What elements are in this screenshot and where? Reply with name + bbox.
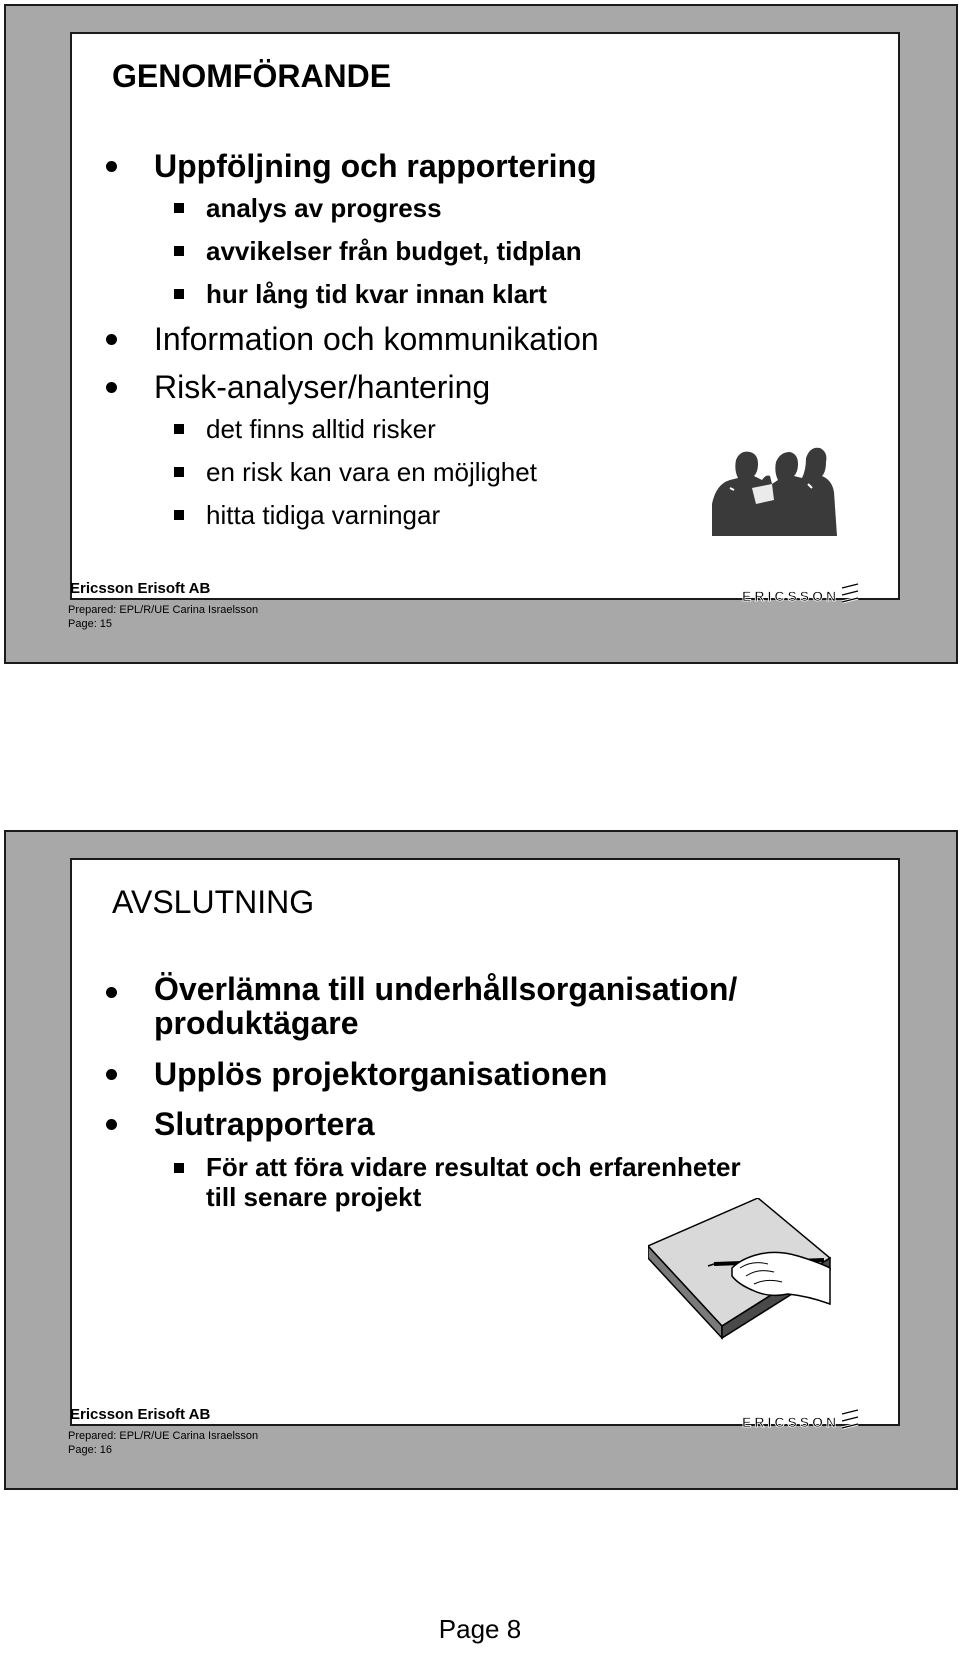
bullet-dot-icon xyxy=(106,987,117,998)
people-meeting-silhouette-icon xyxy=(712,444,837,536)
footer-prepared: Prepared: EPL/R/UE Carina Israelsson xyxy=(68,604,259,616)
footer-company: Ericsson Erisoft AB xyxy=(70,1406,211,1423)
footer-company: Ericsson Erisoft AB xyxy=(70,580,211,597)
sub-bullet-text: en risk kan vara en möjlighet xyxy=(206,457,537,487)
sub-bullet-text: avvikelser från budget, tidplan xyxy=(206,236,582,266)
sub-bullet-item xyxy=(106,235,786,268)
sub-bullet-item xyxy=(106,278,786,311)
slide-15 xyxy=(4,4,958,664)
bullet-text: Upplös projektorganisationen xyxy=(154,1056,608,1092)
bullet-item xyxy=(106,1104,786,1144)
bullet-square-icon xyxy=(174,289,184,299)
svg-text:ERICSSON: ERICSSON xyxy=(742,588,840,604)
bullet-item xyxy=(106,146,786,186)
bullet-dot-icon xyxy=(106,1119,117,1130)
bullet-square-icon xyxy=(174,203,184,213)
bullet-dot-icon xyxy=(106,334,117,345)
bullet-item xyxy=(106,972,786,1040)
bullet-item xyxy=(106,367,786,407)
sub-bullet-text: hur lång tid kvar innan klart xyxy=(206,279,547,309)
bullet-dot-icon xyxy=(106,382,117,393)
bullet-text: Slutrapportera xyxy=(154,1106,375,1142)
footer-page-label: Page: 15 xyxy=(68,618,113,630)
bullet-square-icon xyxy=(174,1163,184,1173)
bullet-list xyxy=(106,972,786,1212)
sub-bullet-text: För att föra vidare resultat och erfarenheter till senare projekt xyxy=(206,1152,741,1212)
bullet-text: Risk-analyser/hantering xyxy=(154,369,491,405)
ericsson-logo-icon xyxy=(742,1406,862,1436)
bullet-text: Uppföljning och rapportering xyxy=(154,148,597,184)
footer-page-label: Page: 16 xyxy=(68,1444,113,1456)
ericsson-logo-icon xyxy=(742,580,862,610)
sub-bullet-text: analys av progress xyxy=(206,193,442,223)
bullet-dot-icon xyxy=(106,1069,117,1080)
slide-content-panel xyxy=(70,858,900,1426)
bullet-item xyxy=(106,1054,786,1094)
sub-bullet-item xyxy=(106,413,786,446)
sub-bullet-text: hitta tidiga varningar xyxy=(206,500,441,530)
bullet-square-icon xyxy=(174,467,184,477)
sub-bullet-item xyxy=(106,456,786,489)
sub-bullet-text: det finns alltid risker xyxy=(206,414,436,444)
bullet-text: Överlämna till underhållsorganisation/ produktägare xyxy=(154,971,738,1041)
svg-text:ERICSSON: ERICSSON xyxy=(742,1414,840,1430)
bullet-text: Information och kommunikation xyxy=(154,321,599,357)
bullet-item xyxy=(106,319,786,359)
slide-16 xyxy=(4,830,958,1490)
slide-content-panel xyxy=(70,32,900,600)
slide-title: GENOMFÖRANDE xyxy=(112,58,392,94)
bullet-square-icon xyxy=(174,424,184,434)
bullet-square-icon xyxy=(174,510,184,520)
document-page-number: Page 8 xyxy=(438,1614,522,1644)
sub-bullet-item xyxy=(106,192,786,225)
footer-prepared: Prepared: EPL/R/UE Carina Israelsson xyxy=(68,1430,259,1442)
hand-writing-document-icon xyxy=(648,1198,838,1348)
bullet-dot-icon xyxy=(106,161,117,172)
bullet-list xyxy=(106,146,786,544)
bullet-square-icon xyxy=(174,246,184,256)
sub-bullet-item xyxy=(106,499,786,532)
slide-title: AVSLUTNING xyxy=(112,884,315,920)
